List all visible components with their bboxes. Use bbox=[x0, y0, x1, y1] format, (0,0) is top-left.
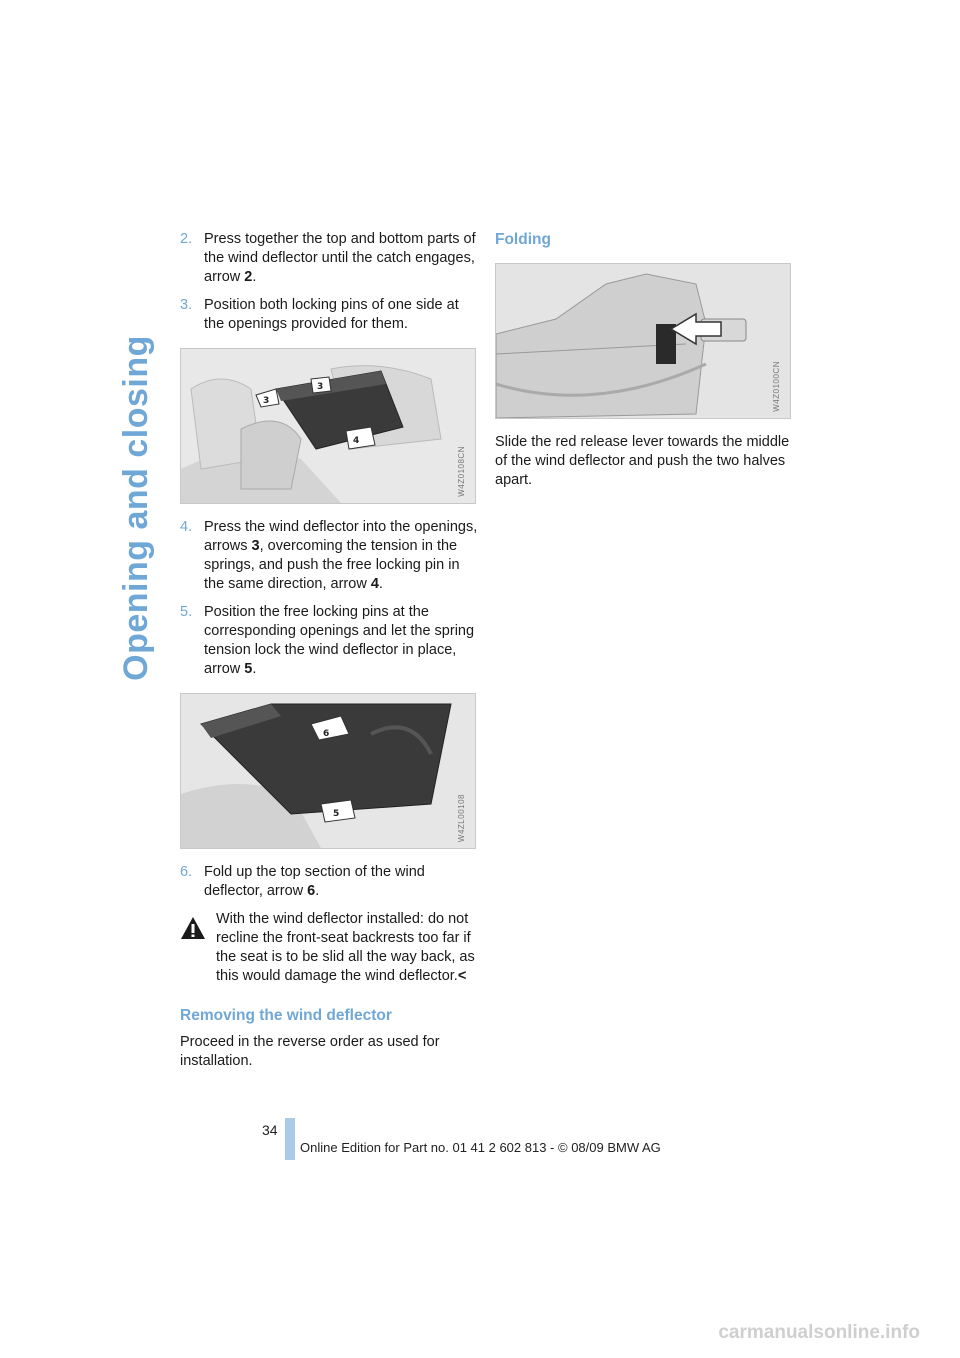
step-end: . bbox=[378, 576, 383, 592]
step-number: 2. bbox=[180, 231, 193, 247]
end-mark: < bbox=[457, 968, 467, 984]
step-end: . bbox=[315, 883, 320, 899]
step-text: , overcoming the tension in the springs, and push the free locking pin in the same direction, arrow bbox=[204, 538, 460, 592]
step-number: 5. bbox=[180, 604, 193, 620]
release-lever-illustration bbox=[496, 264, 790, 418]
step-text: Press the wind deflector into the openings, arrows bbox=[204, 519, 478, 554]
step-text: Position both locking pins of one side at the openings provided for them. bbox=[204, 297, 459, 332]
svg-text:5: 5 bbox=[333, 809, 340, 819]
figure-code: W4Z0100CN bbox=[772, 361, 781, 412]
folding-heading: Folding bbox=[495, 231, 551, 248]
arrow-number: 6 bbox=[307, 883, 316, 899]
step-2 bbox=[180, 230, 480, 287]
step-number: 6. bbox=[180, 864, 193, 880]
step-6 bbox=[180, 863, 480, 901]
arrow-number: 3 bbox=[251, 538, 260, 554]
step-4 bbox=[180, 518, 480, 594]
section-title: Opening and closing bbox=[117, 335, 155, 681]
figure-code: W4ZL00108 bbox=[457, 793, 466, 842]
warning-triangle-icon bbox=[180, 916, 206, 940]
step-3 bbox=[180, 296, 480, 334]
svg-text:4: 4 bbox=[353, 436, 360, 446]
warning-text bbox=[180, 910, 480, 986]
removing-text: Proceed in the reverse order as used for installation. bbox=[180, 1034, 440, 1069]
warning-note bbox=[180, 910, 480, 986]
step-number: 4. bbox=[180, 519, 193, 535]
footer-accent-bar bbox=[285, 1118, 295, 1160]
figure-code: W4Z0108CN bbox=[457, 446, 466, 497]
edition-text: Online Edition for Part no. 01 41 2 602 813 - © 08/09 BMW AG bbox=[300, 1140, 661, 1155]
svg-text:3: 3 bbox=[317, 382, 324, 392]
step-number: 3. bbox=[180, 297, 193, 313]
step-text: Press together the top and bottom parts of the wind deflector until the catch engages, arrow bbox=[204, 231, 476, 285]
right-column bbox=[495, 230, 795, 498]
arrow-number: 2 bbox=[244, 269, 253, 285]
arrow-number: 4 bbox=[370, 576, 379, 592]
figure-install-deflector bbox=[180, 348, 476, 504]
step-text: Position the free locking pins at the corresponding openings and let the spring tension lock the wind deflector in place, arrow bbox=[204, 604, 475, 677]
warning-body: With the wind deflector installed: do not recline the front-seat backrests too far if the seat is to be slid all the way back, as this would damage the wind deflector. bbox=[216, 911, 475, 984]
removing-heading: Removing the wind deflector bbox=[180, 1007, 392, 1024]
car-interior-illustration bbox=[181, 349, 475, 503]
svg-text:6: 6 bbox=[323, 729, 330, 739]
car-interior-illustration bbox=[181, 694, 475, 848]
figure-release-lever bbox=[495, 263, 791, 419]
folding-text: Slide the red release lever towards the middle of the wind deflector and push the two halves apart. bbox=[495, 434, 790, 488]
step-end: . bbox=[252, 269, 257, 285]
step-end: . bbox=[252, 661, 257, 677]
arrow-number: 5 bbox=[244, 661, 253, 677]
figure-lock-deflector bbox=[180, 693, 476, 849]
left-column bbox=[180, 230, 480, 1079]
watermark: carmanualsonline.info bbox=[718, 1322, 920, 1343]
step-5 bbox=[180, 603, 480, 679]
page-number: 34 bbox=[262, 1122, 278, 1138]
step-text: Fold up the top section of the wind deflector, arrow bbox=[204, 864, 425, 899]
svg-text:3: 3 bbox=[263, 396, 270, 406]
